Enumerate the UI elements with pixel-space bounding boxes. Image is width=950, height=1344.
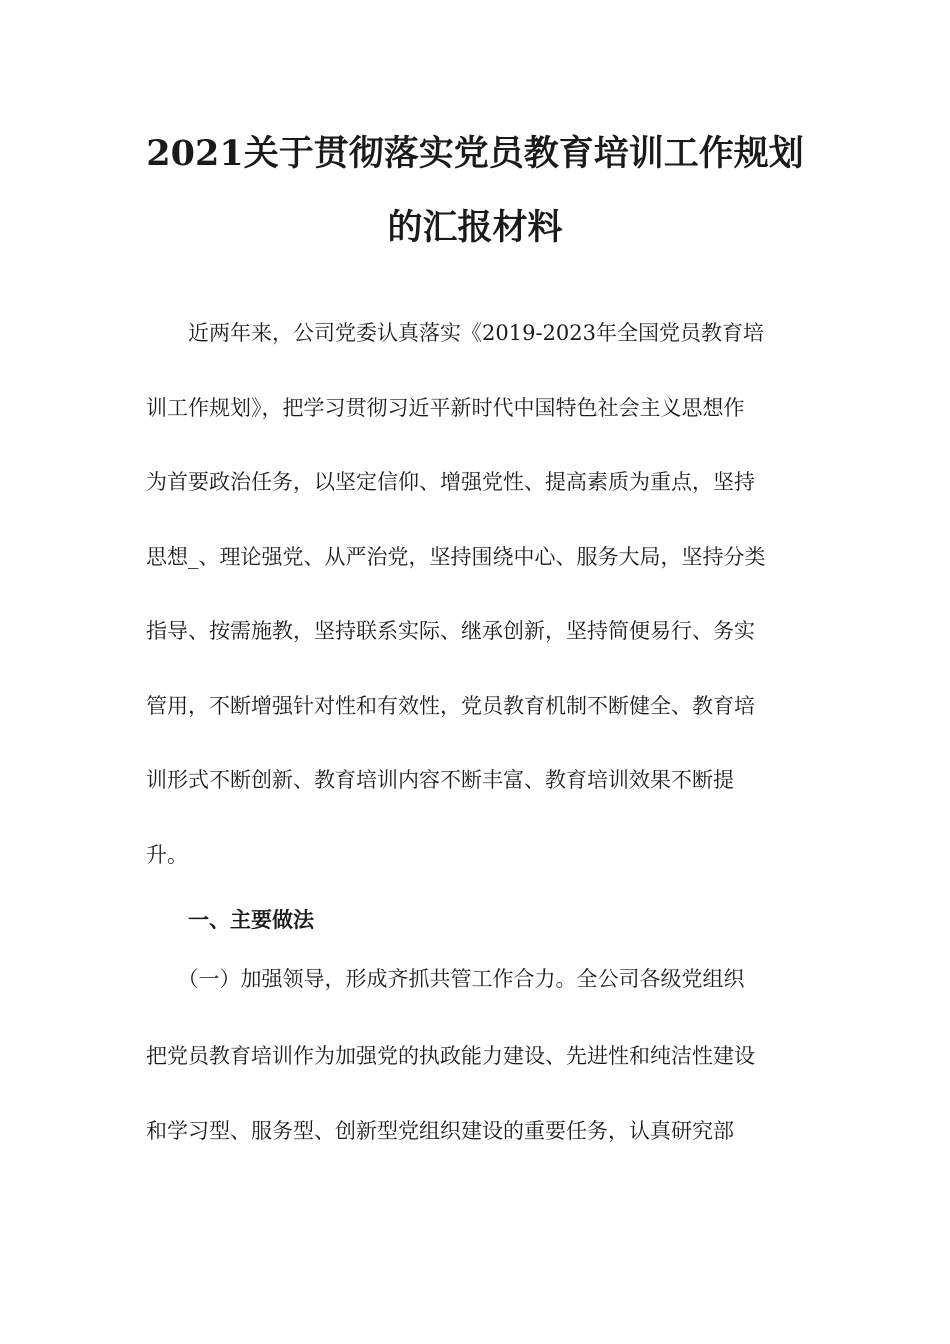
- paragraph-2-line-1: （一）加强领导，形成齐抓共管工作合力。全公司各级党组织: [146, 967, 745, 991]
- paragraph-1-line-3: 为首要政治任务，以坚定信仰、增强党性、提高素质为重点，坚持: [146, 470, 755, 494]
- paragraph-1-line-2: 训工作规划》，把学习贯彻习近平新时代中国特色社会主义思想作: [146, 396, 745, 420]
- paragraph-1-line-7: 训形式不断创新、教育培训内容不断丰富、教育培训效果不断提: [146, 768, 734, 792]
- paragraph-2-line-2: 把党员教育培训作为加强党的执政能力建设、先进性和纯洁性建设: [146, 1044, 755, 1068]
- paragraph-1-line-8: 升。: [146, 843, 188, 867]
- section-heading: 一、主要做法: [146, 907, 314, 932]
- paragraph-2-line-3: 和学习型、服务型、创新型党组织建设的重要任务，认真研究部: [146, 1119, 734, 1143]
- paragraph-1-line-6: 管用，不断增强针对性和有效性，党员教育机制不断健全、教育培: [146, 694, 755, 718]
- paragraph-1-line-4: 思想_、理论强党、从严治党，坚持围绕中心、服务大局，坚持分类: [146, 545, 766, 569]
- document-title-line-2: 的汇报材料: [387, 207, 563, 248]
- document-title-line-1: 2021关于贯彻落实党员教育培训工作规划: [146, 133, 804, 174]
- paragraph-1-line-1: 近两年来，公司党委认真落实《2019-2023年全国党员教育培: [146, 321, 764, 345]
- paragraph-1-line-5: 指导、按需施教，坚持联系实际、继承创新，坚持简便易行、务实: [146, 619, 755, 643]
